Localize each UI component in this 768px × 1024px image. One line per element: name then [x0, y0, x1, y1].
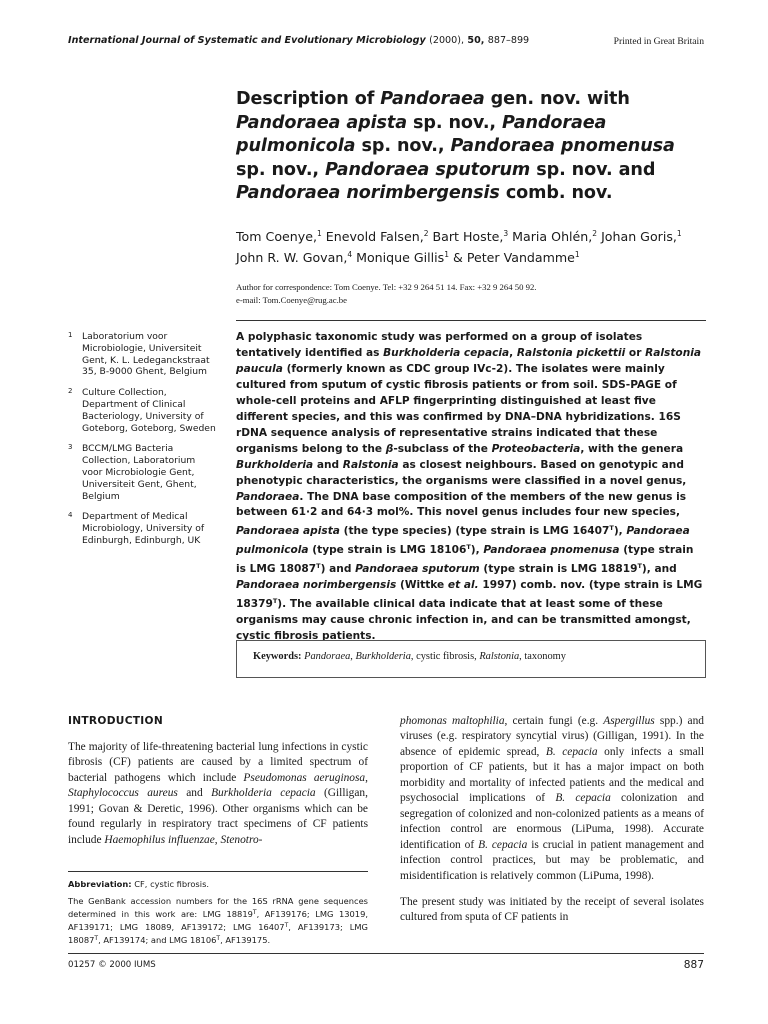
abstract-text: -subclass of the: [393, 442, 492, 455]
genbank-text: , AF139175.: [220, 935, 271, 945]
abstract-text: ), and: [641, 563, 677, 576]
journal-citation: [68, 35, 529, 46]
title-genus: Pandoraea: [502, 112, 607, 133]
genbank-text: The GenBank accession numbers for the 16S rRNA gene sequences determined in this work are: LMG 18819: [68, 896, 368, 919]
body-text: The majority of life-threatening bacterial lung infections in cystic fibrosis (CF) patients are caused by a limited spectrum of bacterial pathogens which include: [68, 741, 368, 784]
author-name: Maria Ohlén,: [508, 229, 593, 244]
affiliation-item: [68, 387, 218, 434]
author-name: Tom Coenye,: [236, 229, 317, 244]
body-paragraph: [400, 714, 704, 884]
abstract-text: as closest neighbours. Based on genotypic and phenotypic characteristics, the organisms were classified in a novel genus,: [236, 458, 687, 487]
genbank-note: [68, 895, 368, 946]
body-taxon: Stenotro-: [220, 833, 263, 846]
abstract-text: ) and: [320, 563, 356, 576]
copyright-notice: 01257 © 2000 IUMS: [68, 960, 156, 970]
abbreviation-label: Abbreviation:: [68, 879, 132, 889]
body-taxon: B. cepacia: [545, 745, 598, 758]
affiliation-marker: 1: [574, 250, 580, 259]
abstract-taxon: Burkholderia: [236, 458, 314, 471]
abstract-text: 1997) comb. nov. (type strain is LMG 18379: [236, 579, 703, 611]
abstract-text: (type strain is LMG 18087: [236, 544, 694, 576]
correspondence-info: [236, 281, 706, 306]
title-text: comb. nov.: [499, 183, 613, 203]
type-strain-marker: T: [466, 543, 471, 552]
body-taxon: phomonas maltophilia: [400, 715, 505, 727]
abstract-text: and: [313, 458, 343, 471]
footer-divider: [68, 953, 704, 954]
keyword: taxonomy: [524, 651, 566, 662]
abstract-taxon: Pandoraea sputorum: [355, 563, 480, 576]
affiliation-marker: 3: [503, 229, 509, 238]
title-text: sp. nov.,: [355, 136, 451, 156]
abstract-text: ,: [509, 346, 517, 359]
body-text: , certain fungi (e.g.: [504, 715, 604, 727]
abstract-text: . The DNA base composition of the members of the new genus is between 61·2 and 64·3 mol%. This novel genus includes four new species,: [236, 490, 687, 519]
abstract-text: , with the genera: [580, 442, 684, 455]
section-heading: INTRODUCTION: [68, 715, 164, 727]
article-title: [236, 88, 706, 206]
type-strain-marker: T: [609, 524, 614, 533]
genbank-text: , AF139173; LMG 18087: [68, 922, 368, 945]
keywords-box: Keywords: Pandoraea, Burkholderia, cystic fibrosis, Ralstonia, taxonomy: [236, 640, 706, 678]
abstract-text: ),: [470, 544, 484, 557]
printed-notice: Printed in Great Britain: [613, 36, 704, 47]
abstract-text: ),: [613, 525, 627, 538]
abstract-text: A polyphasic taxonomic study was performed on a group of isolates tentatively identified as: [236, 331, 643, 359]
title-text: sp. nov. and: [530, 159, 656, 180]
abstract-taxon: Burkholderia cepacia: [383, 346, 510, 359]
title-species: Pandoraea pnomenusa: [450, 136, 675, 156]
body-taxon: Pseudomonas aeruginosa: [243, 771, 366, 784]
body-taxon: Haemophilus influenzae: [104, 833, 215, 846]
affiliation-item: [68, 511, 218, 546]
title-text: sp. nov.,: [406, 112, 503, 133]
footnote-divider: [68, 871, 368, 872]
author-name: Bart Hoste,: [428, 229, 504, 244]
footnotes: [68, 878, 368, 951]
abstract-taxon: Proteobacteria: [491, 442, 581, 455]
affiliation-marker: 2: [592, 229, 598, 238]
body-text: spp.) and viruses (e.g. respiratory syncytial virus) (Gilligan, 1991). In the absence of epidemic spread,: [400, 715, 704, 758]
journal-pages: 887–899: [487, 35, 530, 46]
body-text: and: [177, 787, 212, 800]
affiliation-text: Department of Medical Microbiology, University of Edinburgh, Edinburgh, UK: [82, 511, 205, 546]
affiliations-list: [68, 331, 218, 556]
author-name: Enevold Falsen,: [321, 229, 424, 244]
type-strain-marker: T: [272, 597, 278, 606]
abstract-text: (type strain is LMG 18819: [479, 563, 638, 576]
abstract-text: (Wittke: [396, 579, 448, 592]
affiliation-number: 3: [68, 443, 73, 452]
affiliation-marker: 1: [444, 250, 449, 259]
abstract-taxon: Pandoraea: [236, 490, 300, 503]
author-name: Monique Gillis: [352, 250, 445, 265]
title-species: Pandoraea norimbergensis: [236, 183, 500, 203]
keyword: Ralstonia: [479, 651, 520, 662]
correspondence-contact: Author for correspondence: Tom Coenye. Tel: +32 9 264 51 14. Fax: +32 9 264 50 92.: [236, 282, 537, 292]
title-genus: Pandoraea: [380, 89, 485, 109]
body-taxon: B. cepacia: [478, 838, 528, 851]
body-text: is crucial in patient management and infection control practices, but may be problematic, and misidentification is relatively common (LiPuma, 1998).: [400, 838, 704, 882]
affiliation-marker: 1: [316, 229, 322, 238]
type-strain-marker: T: [94, 935, 99, 942]
author-name: John R. W. Govan,: [236, 250, 348, 265]
affiliation-text: BCCM/LMG Bacteria Collection, Laboratorium voor Microbiologie Gent, Universiteit Gent, Ghent, Belgium: [82, 443, 197, 502]
author-name: Johan Goris,: [597, 229, 677, 244]
abbreviation-note: [68, 878, 368, 890]
divider: [236, 320, 706, 321]
type-strain-marker: T: [284, 922, 289, 929]
correspondence-email: e-mail: Tom.Coenye@rug.ac.be: [236, 294, 347, 305]
affiliation-number: 4: [68, 511, 73, 520]
abstract-taxon: Pandoraea norimbergensis: [236, 579, 397, 592]
journal-volume: 50,: [467, 35, 485, 46]
abstract-taxon: Ralstonia pickettii: [516, 346, 626, 359]
abstract-taxon: β: [385, 442, 394, 455]
abstract-text: (type strain is LMG 18106: [308, 544, 467, 557]
abbreviation-text: CF, cystic fibrosis.: [131, 879, 210, 889]
body-paragraph: The present study was initiated by the receipt of several isolates cultured from sputa of CF patients in: [400, 895, 704, 924]
type-strain-marker: T: [216, 935, 221, 942]
title-species: Pandoraea sputorum: [325, 159, 531, 180]
abstract-taxon: Ralstonia: [342, 458, 399, 471]
type-strain-marker: T: [637, 562, 642, 571]
author-name: & Peter Vandamme: [449, 250, 575, 265]
body-text: only infects a small proportion of CF patients, but it has a major impact on both morbidity and mortality of infected patients and the medical and psychosocial implications of: [400, 745, 704, 805]
affiliation-marker: 2: [423, 229, 429, 238]
abstract-text: (formerly known as CDC group IVc-2). The isolates were mainly cultured from sputum of cystic fibrosis patients or from soil. SDS-PAGE of whole-cell proteins and AFLP fingerprinting distinguished at least five different species, and this was confirmed by DNA–DNA hybridizations. 16S rDNA sequence analysis of representative strains indicated that these organisms belong to the: [236, 362, 681, 455]
body-paragraph: [68, 740, 368, 848]
keywords-label: Keywords:: [253, 651, 302, 662]
genbank-text: , AF139174; and LMG 18106: [98, 935, 217, 945]
type-strain-marker: T: [252, 909, 257, 916]
author-list: [236, 225, 706, 267]
affiliation-number: 1: [68, 331, 73, 339]
abstract-text: ). The available clinical data indicate that at least some of these organisms may cause chronic infection in, and can be transmitted amongst, cystic fibrosis patients.: [236, 598, 691, 643]
body-taxon: Staphylococcus aureus: [68, 787, 178, 800]
body-text: colonization and segregation of colonized and non-colonized patients as a means of infection control are enormous (LiPuma, 1998). Accurate identification of: [400, 792, 704, 851]
affiliation-text: Laboratorium voor Microbiologie, Universiteit Gent, K. L. Ledeganckstraat 35, B-9000 Ghent, Belgium: [82, 331, 210, 378]
abstract-taxon: Pandoraea apista: [236, 525, 340, 538]
body-taxon: B. cepacia: [555, 792, 611, 805]
affiliation-item: [68, 331, 218, 378]
affiliation-item: [68, 443, 218, 502]
title-species: Pandoraea apista: [236, 112, 407, 133]
body-text: (Gilligan, 1991; Govan & Deretic, 1996). Other organisms which can be found regularly in respiratory tract specimens of CF patients include: [68, 787, 368, 846]
body-taxon: Aspergillus: [603, 715, 655, 727]
body-taxon: Burkholderia cepacia: [211, 787, 316, 800]
body-text: ,: [365, 771, 368, 784]
journal-year: (2000),: [429, 35, 465, 46]
title-text: sp. nov.,: [236, 159, 326, 180]
abstract-taxon: Pandoraea pnomenusa: [483, 544, 620, 557]
body-column-left: [68, 715, 368, 848]
title-text: gen. nov. with: [484, 89, 630, 109]
keyword: cystic fibrosis: [416, 651, 475, 662]
journal-name: International Journal of Systematic and Evolutionary Microbiology: [68, 35, 426, 46]
type-strain-marker: T: [316, 562, 321, 571]
body-column-right: [400, 714, 704, 926]
running-header: [68, 35, 704, 51]
abstract-text: or: [625, 346, 646, 359]
affiliation-text: Culture Collection, Department of Clinical Bacteriology, University of Goteborg, Goteborg, Sweden: [82, 387, 216, 434]
page-number: 887: [683, 959, 704, 971]
abstract-taxon: Ralstonia paucula: [236, 346, 702, 375]
abstract-citation: et al.: [447, 579, 479, 592]
title-text: Description of: [236, 89, 381, 109]
abstract: [236, 330, 706, 645]
body-text: ,: [214, 833, 221, 846]
affiliation-marker: 4: [347, 250, 353, 259]
keyword: Burkholderia: [355, 651, 411, 662]
title-species: pulmonicola: [236, 136, 356, 156]
keyword: Pandoraea: [304, 651, 351, 662]
abstract-text: (the type species) (type strain is LMG 16407: [339, 525, 610, 538]
abstract-taxon: Pandoraea pulmonicola: [236, 525, 690, 557]
genbank-text: , AF139176; LMG 13019, AF139171; LMG 18089, AF139172; LMG 16407: [68, 909, 368, 932]
affiliation-number: 2: [68, 387, 73, 396]
affiliation-marker: 1: [676, 229, 682, 238]
